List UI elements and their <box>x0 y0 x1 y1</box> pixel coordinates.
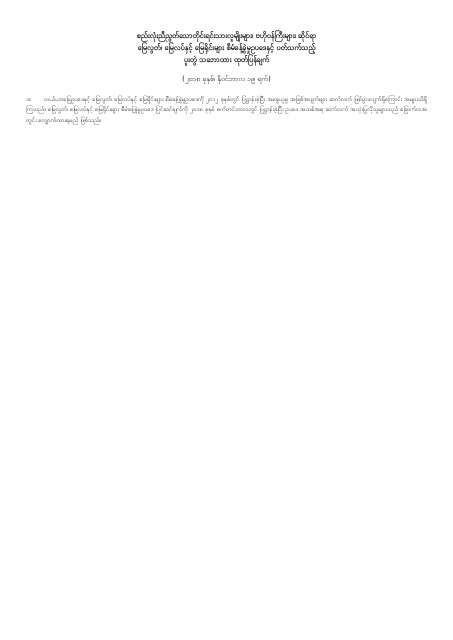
title-line-3: ပူးတွဲ သဘောထား ထုတ်ပြန်ချက် <box>183 55 270 64</box>
paragraph-number: ၁။ <box>26 97 32 103</box>
title-line-1: စည်းလုံးညီညွတ်သောတိုင်းရင်းသားလူမျိုးများ၊ ဗဟိုဝန်ကြီးများ၊ ဆိုင်ရာ <box>136 31 317 40</box>
paragraph-text: လယ်ယာမြေဥပဒေနှင့် မြေလွတ်၊ မြေလပ်နှင့် မြေရိုင်းများ စီမံခန့်ခွဲမှုဥပဒေကို ၂၀၁၂ ခုနှစ်တွင် ပြဋ္ဌာန်းခဲ့ပြီး အခွေယူမှု အဖြစ်အပျက်များ ဆက်လက် ဖြစ်ပွားလျက်ရှိကြောင်း အများသိရှိကြသည်။ မြေလွတ်၊ မြေလပ်နှင့် မြေရိုင်းများ စီမံခန့်ခွဲမှုဥပဒေ ပြင်ဆင်ချက်ကို ၂၀၁၈ ခုနှစ် စက်တင်ဘာလတွင် ပြဋ္ဌာန်းခဲ့ပြီး ဥပဒေ အသစ်အရ ဆက်လက် အသုံးပြုလိုသူများသည် ခြောက်လအတွင်း လျှောက်ထားရမည် ဖြစ်သည်။ <box>26 97 427 124</box>
document-date: (၂၀၁၈ ခုနှစ်၊ နိုဝင်ဘာလ ၁၉ ရက်) <box>182 75 271 83</box>
title-line-2: မြေလွတ်၊ မြေလပ်နှင့် မြေရိုင်းများ စီမံခန့်ခွဲမှုဥပဒေနှင့် ပတ်သက်သည့် <box>137 43 316 52</box>
paragraph-1 <box>26 95 427 126</box>
document-title <box>26 30 427 66</box>
